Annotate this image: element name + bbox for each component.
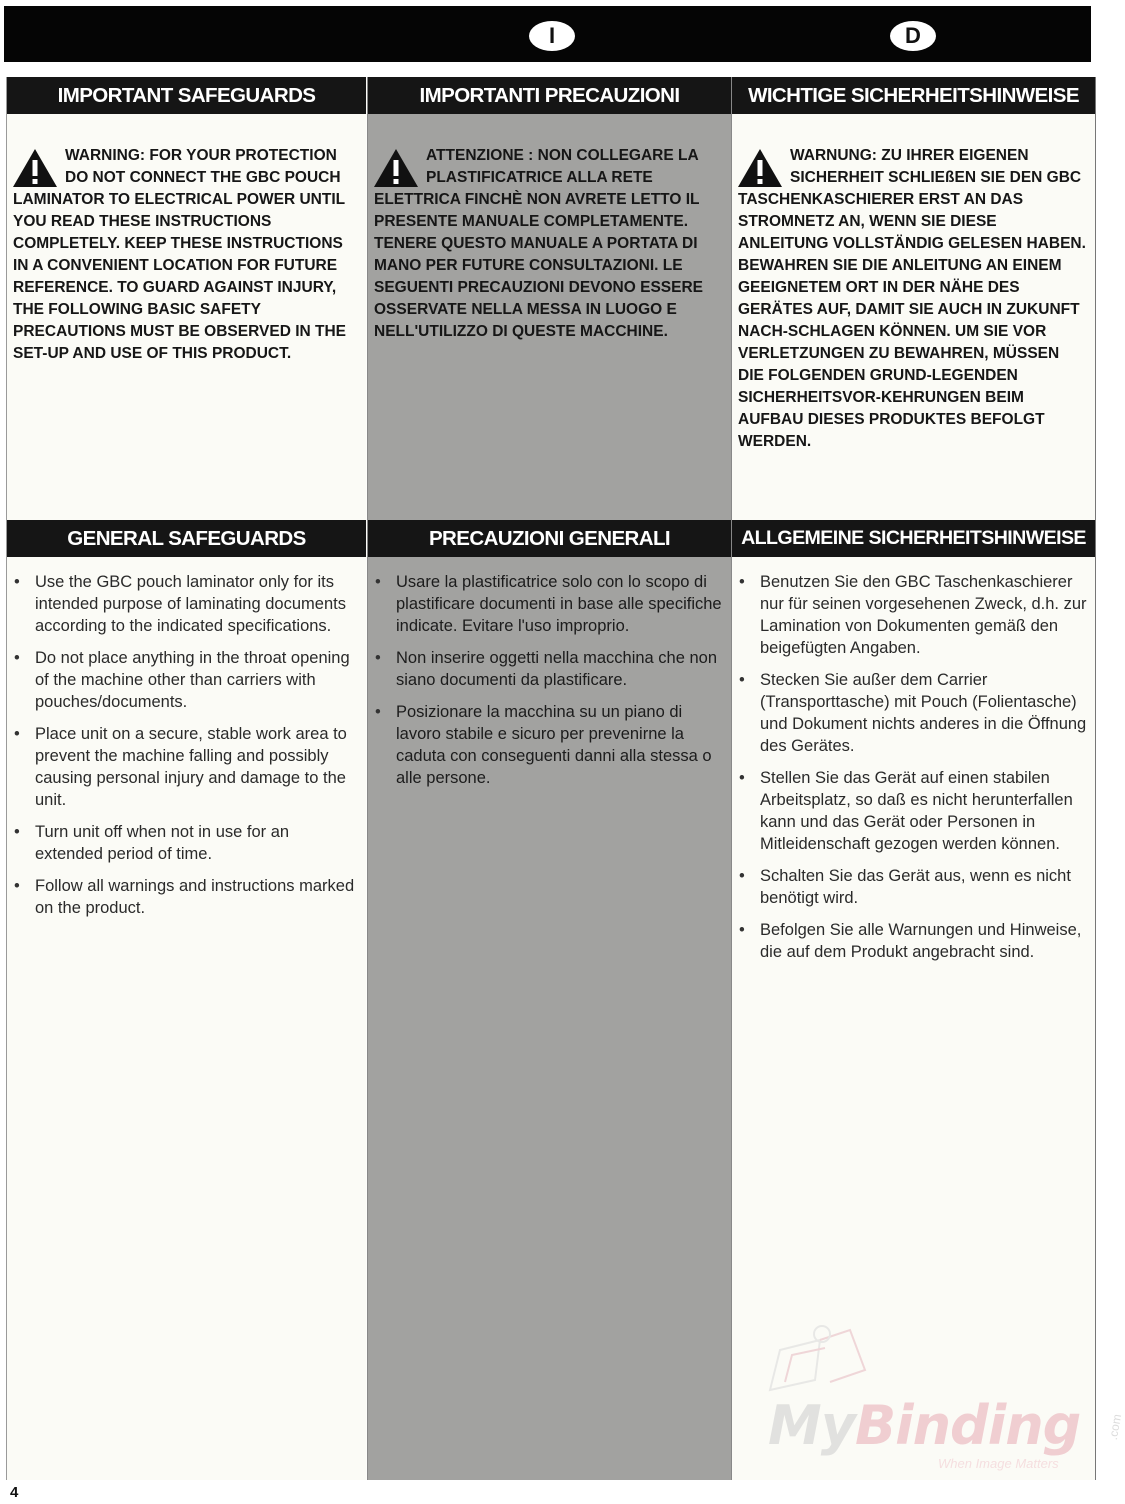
warning-body: THE GBC POUCH LAMINATOR TO ELECTRICAL POWER UNTIL YOU READ THESE INSTRUCTIONS COMPLETELY. KEEP THESE INSTRUCTIONS IN A CONVENIENT LOCATION FOR FUTURE REFERENCE. TO GUARD AGAINST INJURY, THE FOLLOWING BASIC SAFETY PRECAUTIONS MUST BE OBSERVED IN THE SET-UP AND USE OF THIS PRODUCT. xyxy=(13,169,347,362)
list-item: • Stecken Sie außer dem Carrier (Transporttasche) mit Pouch (Folientasche) und Dokument nichts anderes in die Öffnung des Gerätes. xyxy=(738,669,1087,757)
watermark-tagline: When Image Matters xyxy=(938,1456,1059,1471)
english-warning-text xyxy=(13,145,360,365)
warning-lead: WARNING: FOR YOUR PROTECTION DO NOT CONNECT xyxy=(65,147,337,186)
list-item: • Posizionare la macchina su un piano di lavoro stabile e sicuro per prevenirne la caduta con conseguenti danni alla stessa o alle persone. xyxy=(374,701,723,789)
italian-language-badge: I xyxy=(529,21,575,51)
list-item: • Follow all warnings and instructions marked on the product. xyxy=(13,875,358,919)
important-safeguards-header: IMPORTANT SAFEGUARDS xyxy=(7,77,366,114)
general-safeguards-header: GENERAL SAFEGUARDS xyxy=(7,520,366,557)
italian-column xyxy=(367,77,732,1480)
wichtige-sicherheitshinweise-header: WICHTIGE SICHERHEITSHINWEISE xyxy=(732,77,1095,114)
page-number: 4 xyxy=(10,1484,19,1501)
warning-triangle-icon xyxy=(736,147,784,189)
italian-warning-text xyxy=(374,145,725,343)
mybinding-watermark xyxy=(760,1320,1125,1480)
list-item: • Benutzen Sie den GBC Taschenkaschierer nur für seinen vorgesehenen Zweck, d.h. zur Lamination von Dokumenten gemäß den beigefügten Angaben. xyxy=(738,571,1087,659)
italian-bullet-list xyxy=(374,571,723,799)
german-warning-text xyxy=(738,145,1089,453)
watermark-brand: MyBinding xyxy=(768,1394,1081,1457)
warning-triangle-icon xyxy=(372,147,420,189)
list-item: • Use the GBC pouch laminator only for its intended purpose of laminating documents according to the indicated specifications. xyxy=(13,571,358,637)
english-column xyxy=(7,77,366,1480)
german-column xyxy=(732,77,1095,1480)
list-item: • Usare la plastificatrice solo con lo scopo di plastificare documenti in base alle specifiche indicate. Evitare l'uso improprio. xyxy=(374,571,723,637)
german-bullet-list xyxy=(738,571,1087,973)
list-item: • Place unit on a secure, stable work area to prevent the machine falling and possibly causing personal injury and damage to the unit. xyxy=(13,723,358,811)
safeguards-grid xyxy=(6,77,1096,1480)
list-item: • Non inserire oggetti nella macchina che non siano documenti da plastificare. xyxy=(374,647,723,691)
list-item: • Befolgen Sie alle Warnungen und Hinweise, die auf dem Produkt angebracht sind. xyxy=(738,919,1087,963)
precauzioni-generali-header: PRECAUZIONI GENERALI xyxy=(368,520,731,557)
warning-lead: WARNUNG: ZU IHRER EIGENEN SICHERHEIT SCHLIEßEN SIE xyxy=(790,147,1029,186)
list-item: • Stellen Sie das Gerät auf einen stabilen Arbeitsplatz, so daß es nicht herunterfallen kann und das Gerät oder Personen in Mitleidenschaft gezogen werden können. xyxy=(738,767,1087,855)
allgemeine-sicherheitshinweise-header: ALLGEMEINE SICHERHEITSHINWEISE xyxy=(732,520,1095,557)
list-item: • Schalten Sie das Gerät aus, wenn es nicht benötigt wird. xyxy=(738,865,1087,909)
watermark-domain: .com xyxy=(1105,1412,1125,1442)
warning-lead: ATTENZIONE : NON COLLEGARE LA xyxy=(426,147,699,164)
importanti-precauzioni-header: IMPORTANTI PRECAUZIONI xyxy=(368,77,731,114)
warning-body: PLASTIFICATRICE ALLA RETE ELETTRICA FINCHÈ NON AVRETE LETTO IL PRESENTE MANUALE COMPLETAMENTE. TENERE QUESTO MANUALE A PORTATA DI MANO PER FUTURE CONSULTAZIONI. LE SEGUENTI PRECAUZIONI DEVONO ESSERE OSSERVATE NELLA MESSA IN LUOGO E NELL'UTILIZZO DI QUESTE MACCHINE. xyxy=(374,169,703,340)
binding-logo-icon xyxy=(760,1320,880,1400)
warning-triangle-icon xyxy=(11,147,59,189)
warning-body: DEN GBC TASCHENKASCHIERER ERST AN DAS STROMNETZ AN, WENN SIE DIESE ANLEITUNG VOLLSTÄNDIG GELESEN HABEN. BEWAHREN SIE DIE ANLEITUNG AN EINEM GEEIGNETEM ORT IN DER NÄHE DES GERÄTES AUF, DAMIT SIE AUCH IN ZUKUNFT NACH-SCHLAGEN KÖNNEN. UM SIE VOR VERLETZUNGEN ZU BEWAHREN, MÜSSEN DIE FOLGENDEN GRUND-LEGENDEN SICHERHEITSVOR-KEHRUNGEN BEIM AUFBAU DIESES PRODUKTES BEFOLGT WERDEN. xyxy=(738,169,1086,450)
top-language-bar xyxy=(4,6,1091,62)
german-language-badge: D xyxy=(890,21,936,51)
english-bullet-list xyxy=(13,571,358,929)
list-item: • Turn unit off when not in use for an extended period of time. xyxy=(13,821,358,865)
list-item: • Do not place anything in the throat opening of the machine other than carriers with pouches/documents. xyxy=(13,647,358,713)
